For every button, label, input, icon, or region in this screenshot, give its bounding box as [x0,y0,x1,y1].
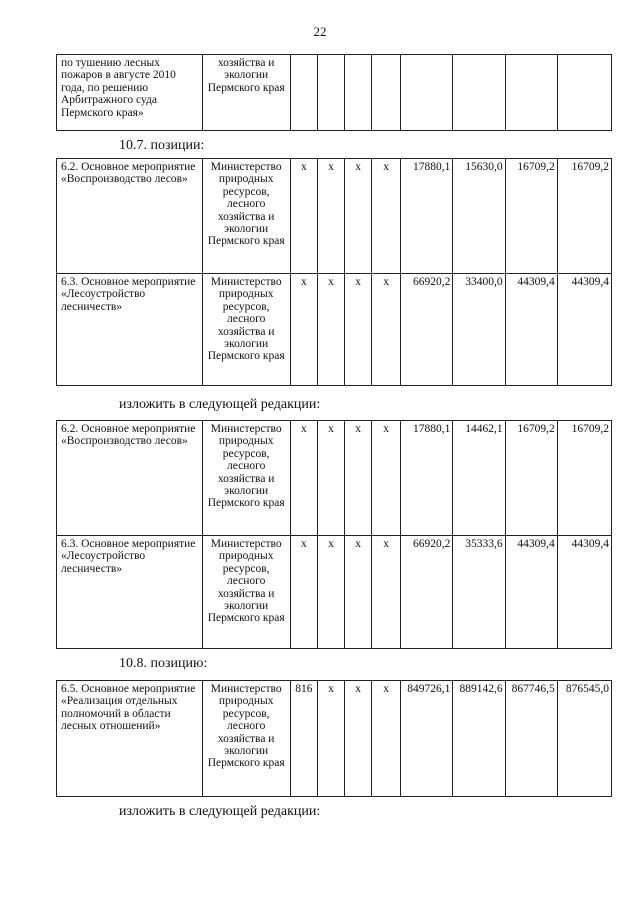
responsible-executor: Министерство природных ресурсов, лесного хозяйства и экологии Пермского края [202,536,290,649]
table-row [57,681,612,797]
marker-cell: x [317,159,344,274]
amount-cell: 16709,2 [557,421,611,536]
marker-cell: 816 [290,681,317,797]
marker-cell: x [317,274,344,386]
marker-cell: x [290,536,317,649]
amount-cell: 44309,4 [557,536,611,649]
responsible-executor: Министерство природных ресурсов, лесного хозяйства и экологии Пермского края [202,421,290,536]
marker-cell: x [372,159,401,274]
amount-cell: 15630,0 [453,159,505,274]
page-number: 22 [313,24,327,39]
amount-cell: 867746,5 [505,681,557,797]
marker-cell: x [345,536,372,649]
marker-cell: x [372,421,401,536]
marker-cell: x [345,159,372,274]
responsible-executor: Министерство природных ресурсов, лесного хозяйства и экологии Пермского края [202,159,290,274]
section-heading-10-8: 10.8. позицию: [119,656,208,671]
measure-name: 6.3. Основное мероприятие «Лесоустройство лесничеств» [57,274,203,386]
marker-cell: x [290,159,317,274]
amount-cell: 16709,2 [557,159,611,274]
marker-cell: x [290,421,317,536]
marker-cell: x [372,536,401,649]
marker-cell: x [317,536,344,649]
table-row [57,55,612,131]
marker-cell: x [372,681,401,797]
marker-cell: x [317,681,344,797]
responsible-executor: хозяйства и экологии Пермского края [202,55,290,131]
marker-cell: x [345,681,372,797]
amount-cell: 16709,2 [505,159,557,274]
measure-name: по тушению лесных пожаров в августе 2010 года, по решению Арбитражного суда Пермского края» [57,55,203,131]
table-row [57,274,612,386]
amount-cell: 44309,4 [505,536,557,649]
edit-instruction-2: изложить в следующей редакции: [119,804,321,819]
marker-cell: x [345,274,372,386]
table-row [57,536,612,649]
section-heading-10-7: 10.7. позиции: [119,138,205,153]
amount-cell: 16709,2 [505,421,557,536]
amount-cell: 35333,6 [453,536,505,649]
amount-cell: 33400,0 [453,274,505,386]
positions-table-10-8-old [56,680,612,797]
marker-cell: x [290,274,317,386]
measure-name: 6.3. Основное мероприятие «Лесоустройство лесничеств» [57,536,203,649]
amount-cell: 889142,6 [453,681,505,797]
continuation-table [56,54,612,131]
amount-cell: 876545,0 [557,681,611,797]
amount-cell: 14462,1 [453,421,505,536]
amount-cell: 17880,1 [401,159,453,274]
positions-table-10-7-new [56,420,612,649]
marker-cell: x [345,421,372,536]
table-row [57,421,612,536]
measure-name: 6.2. Основное мероприятие «Воспроизводство лесов» [57,159,203,274]
measure-name: 6.2. Основное мероприятие «Воспроизводство лесов» [57,421,203,536]
positions-table-10-7-old [56,158,612,386]
amount-cell: 44309,4 [557,274,611,386]
marker-cell: x [372,274,401,386]
amount-cell: 17880,1 [401,421,453,536]
table-row [57,159,612,274]
responsible-executor: Министерство природных ресурсов, лесного хозяйства и экологии Пермского края [202,274,290,386]
marker-cell: x [317,421,344,536]
responsible-executor: Министерство природных ресурсов, лесного хозяйства и экологии Пермского края [202,681,290,797]
edit-instruction-1: изложить в следующей редакции: [119,397,321,412]
amount-cell: 849726,1 [401,681,453,797]
amount-cell: 66920,2 [401,536,453,649]
measure-name: 6.5. Основное мероприятие «Реализация отдельных полномочий в области лесных отношений» [57,681,203,797]
amount-cell: 66920,2 [401,274,453,386]
amount-cell: 44309,4 [505,274,557,386]
